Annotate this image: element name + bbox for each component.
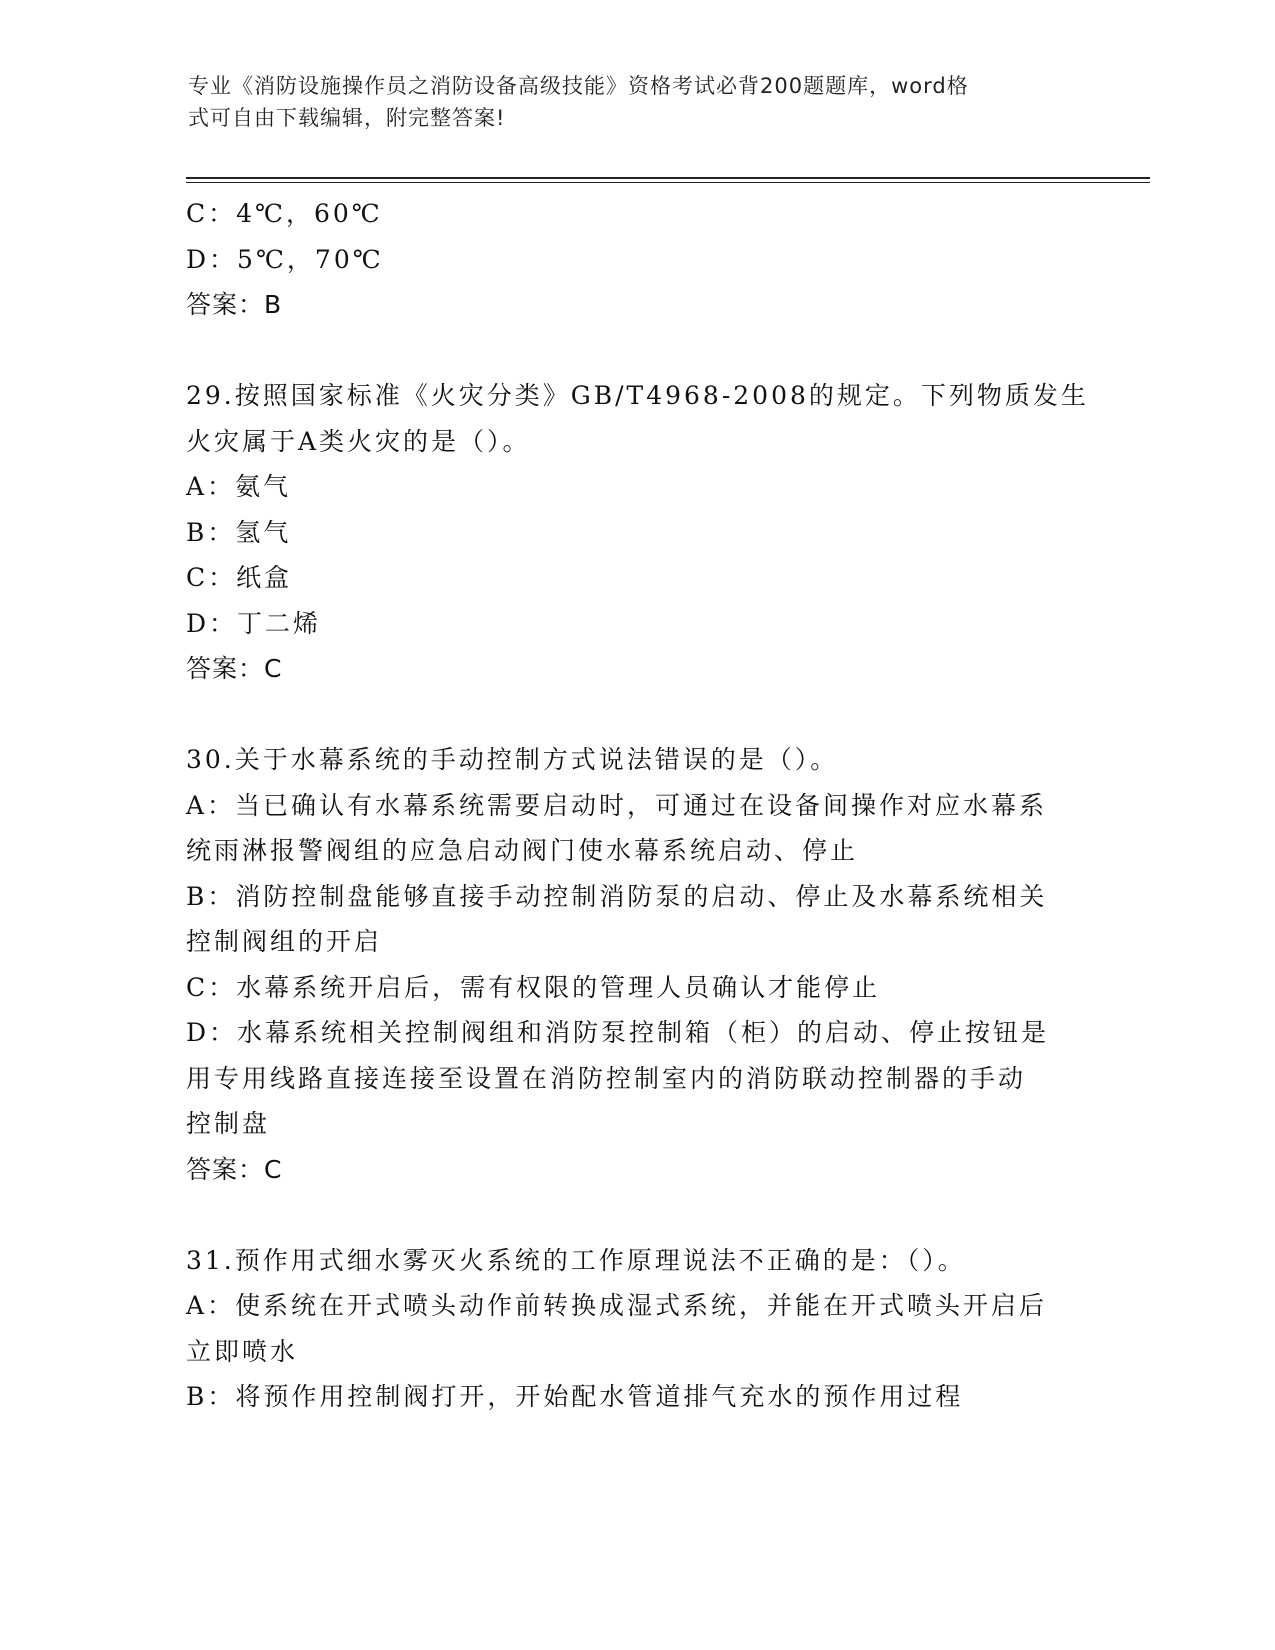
option-d: D：5℃，70℃ (186, 244, 384, 274)
question-31-option-a: A：使系统在开式喷头动作前转换成湿式系统，并能在开式喷头开启后 (186, 1291, 1048, 1320)
question-29-text: 29.按照国家标准《火灾分类》GB/T4968-2008的规定。下列物质发生 (186, 381, 1089, 410)
header-divider-thin (186, 182, 1150, 183)
question-31-option-a-cont: 立即喷水 (186, 1336, 299, 1366)
document-body (186, 191, 1089, 1420)
page-header (188, 70, 1068, 134)
spacer (186, 1192, 1086, 1238)
question-29-answer: 答案：C (186, 654, 283, 683)
question-30-option-a-cont: 统雨淋报警阀组的应急启动阀门使水幕系统启动、停止 (186, 836, 859, 865)
question-30-option-c: C：水幕系统开启后，需有权限的管理人员确认才能停止 (186, 972, 881, 1002)
option-c: C：4℃，60℃ (186, 199, 383, 228)
question-29-option-a: A：氨气 (186, 472, 292, 501)
header-line-1: 专业《消防设施操作员之消防设备高级技能》资格考试必背200题题库，word格 (188, 74, 969, 98)
header-divider-thick (186, 177, 1150, 179)
spacer (186, 692, 1086, 738)
question-29-option-c: C：纸盒 (186, 563, 293, 592)
header-line-2: 式可自由下载编辑，附完整答案! (188, 106, 506, 130)
spacer (186, 328, 1086, 374)
question-30-answer: 答案：C (186, 1154, 283, 1184)
question-30-option-d: D：水幕系统相关控制阀组和消防泵控制箱（柜）的启动、停止按钮是 (186, 1018, 1050, 1047)
question-30-option-b-cont: 控制阀组的开启 (186, 927, 383, 956)
question-30-option-d-cont2: 控制盘 (186, 1109, 271, 1138)
question-29-option-d: D：丁二烯 (186, 608, 322, 638)
question-30-option-b: B：消防控制盘能够直接手动控制消防泵的启动、停止及水幕系统相关 (186, 881, 1048, 911)
question-31-text: 31.预作用式细水雾灭火系统的工作原理说法不正确的是：（）。 (186, 1245, 966, 1275)
answer: 答案：B (186, 290, 283, 319)
question-31-option-b: B：将预作用控制阀打开，开始配水管道排气充水的预作用过程 (186, 1382, 964, 1411)
question-29-option-b: B：氢气 (186, 517, 292, 547)
question-30-option-a: A：当已确认有水幕系统需要启动时，可通过在设备间操作对应水幕系 (186, 790, 1048, 820)
question-29-text-cont: 火灾属于A类火灾的是（）。 (186, 426, 531, 456)
question-30-option-d-cont: 用专用线路直接连接至设置在消防控制室内的消防联动控制器的手动 (186, 1063, 1027, 1093)
question-30-text: 30.关于水幕系统的手动控制方式说法错误的是（）。 (186, 745, 839, 774)
